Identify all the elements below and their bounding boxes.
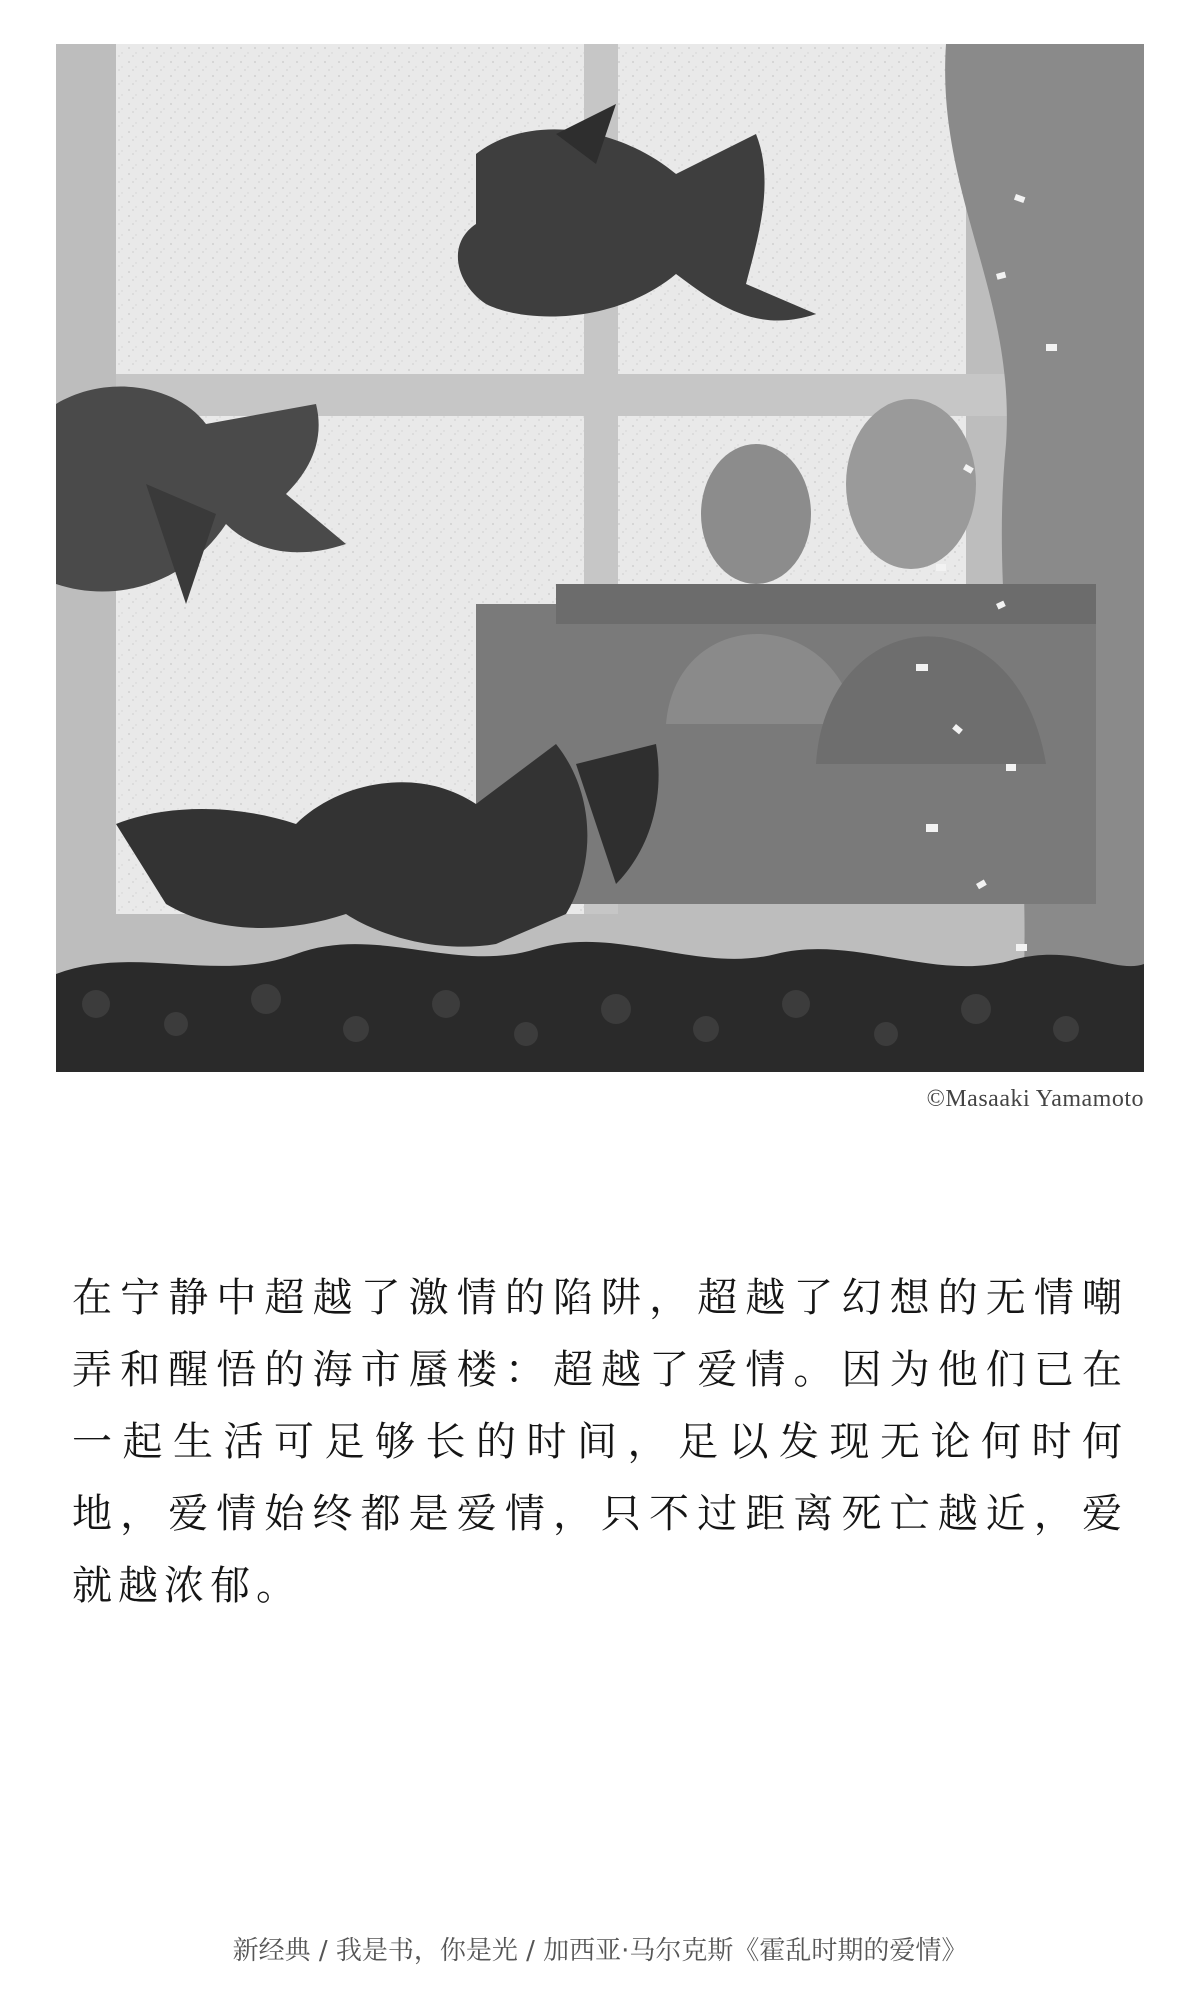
person-left-head (701, 444, 811, 584)
person-right-head (846, 399, 976, 569)
illustration (56, 44, 1144, 1072)
goldfish-window-illustration (56, 44, 1144, 1072)
sofa-top (556, 584, 1096, 624)
footer-source: 新经典 / 我是书，你是光 / 加西亚·马尔克斯《霍乱时期的爱情》 (232, 1936, 968, 1966)
artwork-credit: ©Masaaki Yamamoto (926, 1086, 1144, 1112)
quote-text: 在宁静中超越了激情的陷阱，超越了幻想的无情嘲弄和醒悟的海市蜃楼：超越了爱情。因为他们已在一起生活可足够长的时间，足以发现无论何时何地，爱情始终都是爱情，只不过距离死亡越近，爱就越浓郁。 (72, 1275, 1128, 1609)
